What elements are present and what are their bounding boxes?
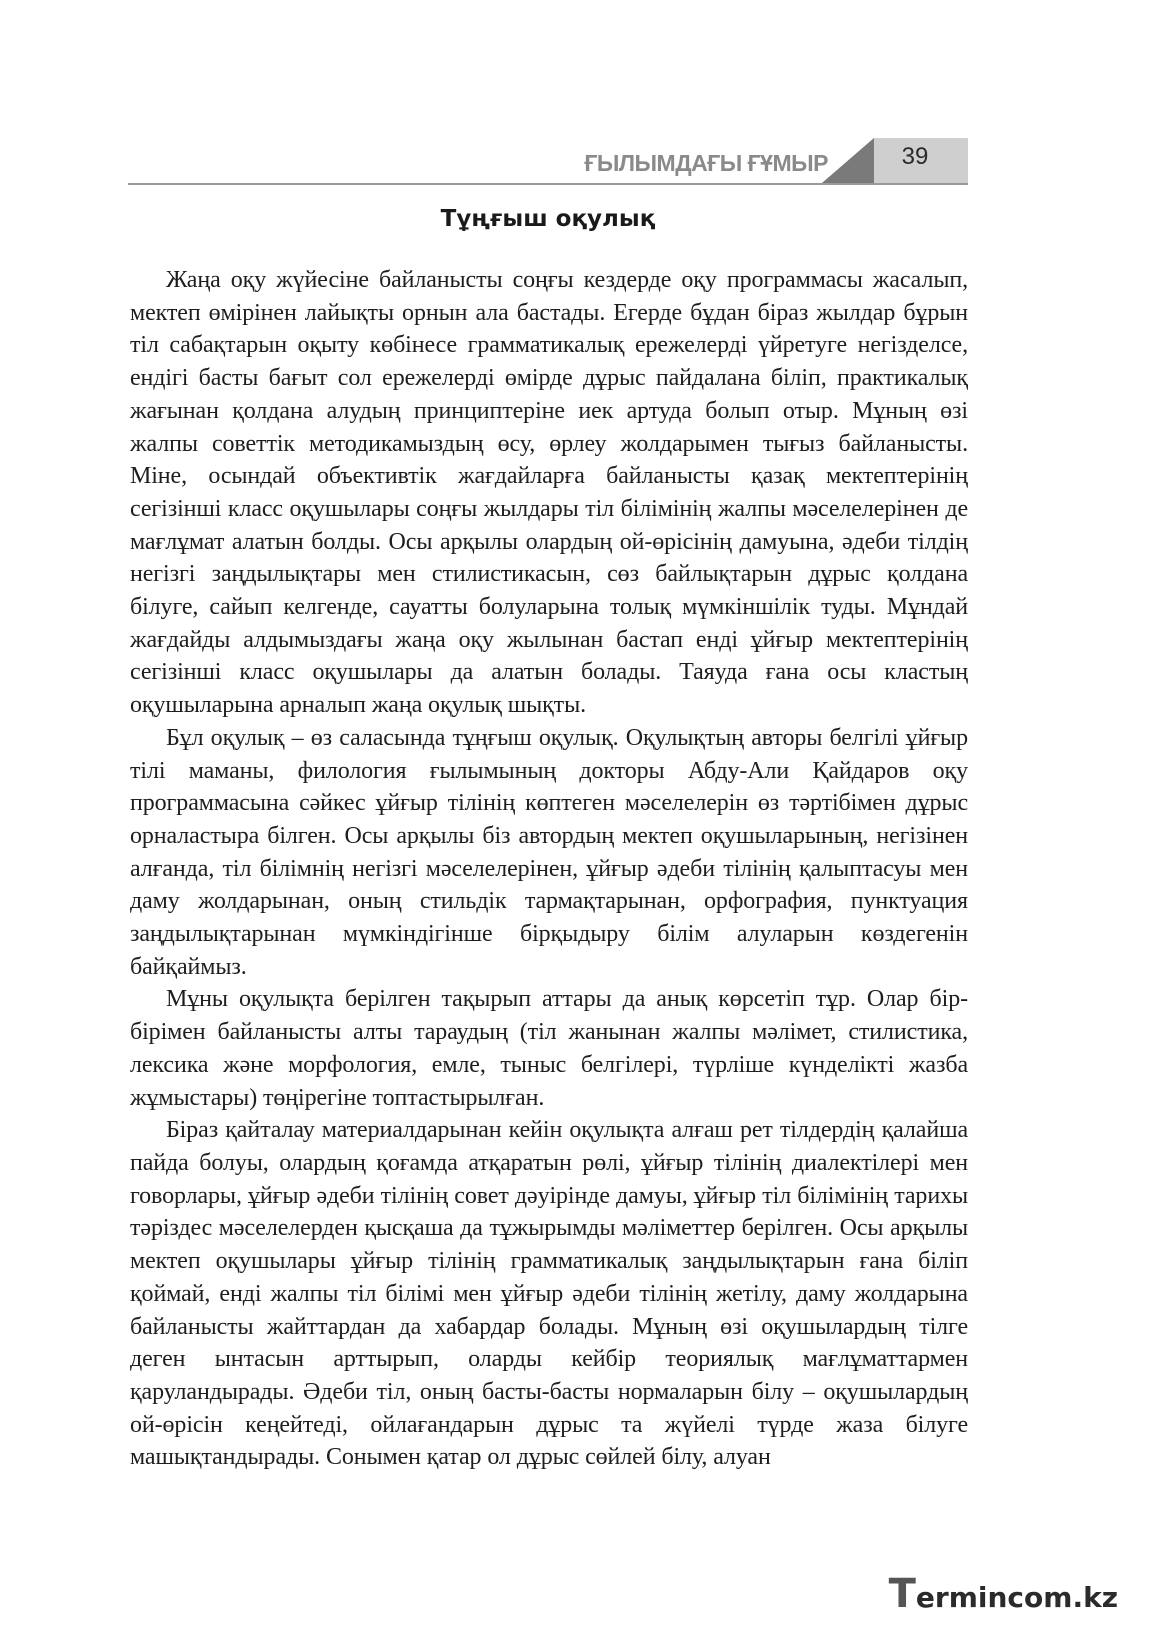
paragraph-3: Мұны оқулықта берілген тақырып аттары да анық көрсетіп тұр. Олар бір-бірімен байланысты алты тараудың (тіл жанынан жалпы мәлімет, стилистика, лексика және морфология, емле, тыныс белгілері, түрліше күнделікті жазба жұмыстары) төңірегіне топтастырылған.	[130, 986, 968, 1111]
paragraph-1: Жаңа оқу жүйесіне байланысты соңғы кездерде оқу программасы жасалып, мектеп өмірінен лайықты орнын ала бастады. Егерде бұдан біраз жылдар бұрын тіл сабақтарын оқыту көбінесе грамматикалық ережелерді үйретуге негізделсе, ендігі басты бағыт сол ережелерді өмірде дұрыс пайдалана біліп, практикалық жағынан қолдана алудың принциптеріне иек артуда болып отыр. Мұның өзі жалпы советтік методикамыздың өсу, өрлеу жолдарымен тығыз байланысты. Міне, осындай объективтік жағдайларға байланысты қазақ мектептерінің сегізінші класс оқушылары соңғы жылдары тіл білімінің жалпы мәселелерінен де мағлұмат алатын болды. Осы арқылы олардың ой-өрісінің дамуына, әдеби тілдің негізгі заңдылықтары мен стилистикасын, сөз байлықтарын дұрыс қолдана білуге, сайып келгенде, сауатты болуларына толық мүмкіншілік туды. Мұндай жағдайды алдымыздағы жаңа оқу жылынан бастап енді ұйғыр мектептерінің сегізінші класс оқушылары да алатын болады. Таяуда ғана осы кластың оқушыларына арналып жаңа оқулық шықты.	[130, 267, 968, 719]
header-rule	[128, 183, 968, 185]
watermark-domain: m.kz	[1043, 1581, 1118, 1614]
running-head-title: ҒЫЛЫМДАҒЫ ҒҰМЫР	[584, 150, 828, 176]
termincom-watermark	[889, 1571, 1118, 1617]
watermark-magnifier-icon: o	[1024, 1581, 1044, 1614]
body-text	[130, 264, 968, 1474]
watermark-initial: T	[888, 1571, 916, 1617]
chapter-title: Тұңғыш оқулық	[440, 206, 656, 232]
page-number: 39	[901, 143, 929, 170]
page-tab-wedge	[822, 138, 874, 183]
paragraph-2: Бұл оқулық – өз саласында тұңғыш оқулық. Оқулықтың авторы белгілі ұйғыр тілі маманы, филология ғылымының докторы Абду-Али Қайдаров оқу программасына сәйкес ұйғыр тілінің көптеген мәселелерін өз тәртібімен дұрыс орналастыра білген. Осы арқылы біз автордың мектеп оқушыларының, негізінен алғанда, тіл білімнің негізгі мәселелерінен, ұйғыр әдеби тілінің қалыптасуы мен даму жолдарынан, оның стильдік тармақтарынан, орфография, пунктуация заңдылықтарынан мүмкіндігінше бірқыдыру білім алуларын көздегенін байқаймыз.	[130, 724, 968, 980]
page-tab	[822, 138, 968, 183]
watermark-text: erminc	[915, 1581, 1025, 1614]
paragraph-4: Біраз қайталау материалдарынан кейін оқулықта алғаш рет тілдердің қалайша пайда болуы, олардың қоғамда атқаратын рөлі, ұйғыр тілінің диалектілері мен говорлары, ұйғыр әдеби тілінің совет дәуірінде дамуы, ұйғыр тіл білімінің тарихы тәріздес мәселелерден қысқаша да тұжырымды мәліметтер берілген. Осы арқылы мектеп оқушылары ұйғыр тілінің грамматикалық заңдылықтарын ғана біліп қоймай, енді жалпы тіл білімі мен ұйғыр әдеби тілінің жетілу, даму жолдарына байланысты жайттардан да хабардар болады. Мұның өзі оқушылардың тілге деген ынтасын арттырып, оларды кейбір теориялық мағлұматтармен қаруландырады. Әдеби тіл, оның басты-басты нормаларын білу – оқушылардың ой-өрісін кеңейтеді, ойлағандарын дұрыс та жүйелі түрде жаза білуге машықтандырады. Сонымен қатар ол дұрыс сөйлей білу, алуан	[130, 1117, 968, 1471]
running-head	[128, 138, 968, 186]
